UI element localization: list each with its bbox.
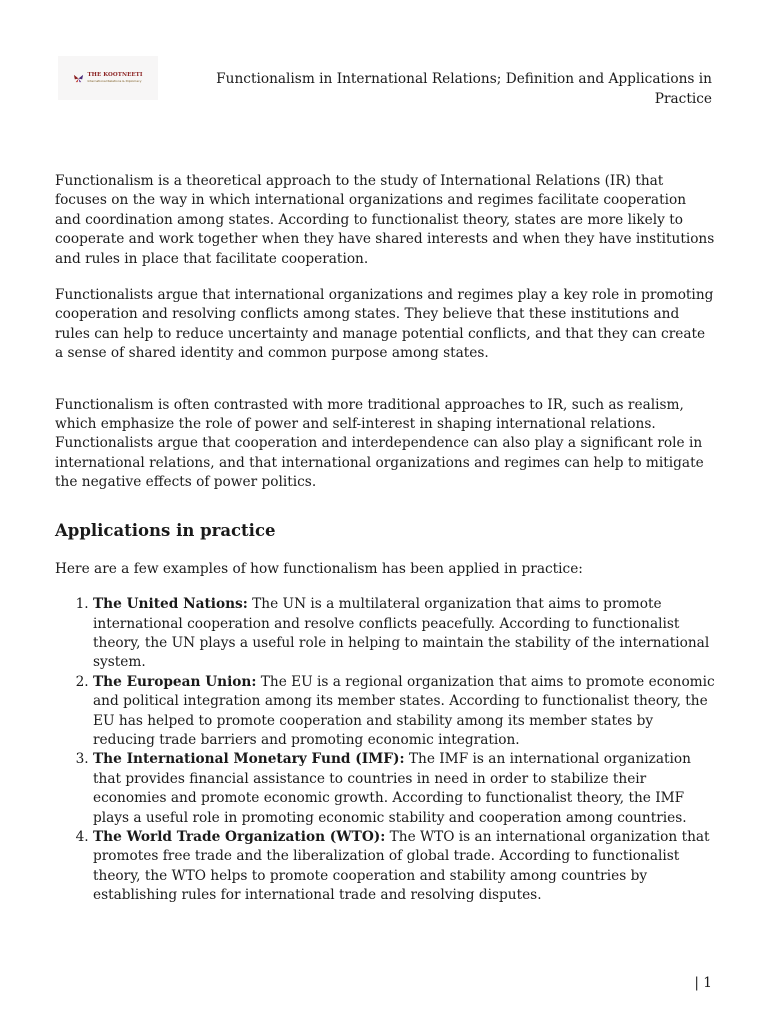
examples-list bbox=[55, 595, 715, 906]
list-item-text: The IMF is an international organization that provides financial assistance to countries in need in order to stabilize their economies and promote economic growth. According to functionalist theory, the IMF plays a useful role in promoting economic stability and cooperation among countries. bbox=[93, 751, 691, 826]
logo-tagline: International Relations & Diplomacy bbox=[87, 78, 142, 83]
list-item bbox=[93, 750, 715, 828]
publisher-logo bbox=[58, 56, 158, 100]
section-heading: Applications in practice bbox=[55, 520, 276, 540]
list-item-title: The United Nations: bbox=[93, 596, 248, 613]
butterfly-logo-icon bbox=[73, 73, 84, 84]
document-header-title: Functionalism in International Relations; Definition and Applications in Practice bbox=[216, 71, 712, 107]
list-item bbox=[93, 828, 715, 906]
list-item bbox=[93, 673, 715, 751]
list-intro: Here are a few examples of how functionalism has been applied in practice: bbox=[55, 560, 583, 577]
page-number: | 1 bbox=[694, 975, 712, 991]
list-item-text: The WTO is an international organization that promotes free trade and the liberalization of global trade. According to functionalist theory, the WTO helps to promote cooperation and stability among countries by establishing rules for international trade and resolving disputes. bbox=[93, 828, 710, 904]
list-item-text: The UN is a multilateral organization that aims to promote international cooperation and resolve conflicts peacefully. According to functionalist theory, the UN plays a useful role in helping to maintain the stability of the international system. bbox=[93, 596, 710, 671]
list-item-title: The International Monetary Fund (IMF): bbox=[93, 751, 405, 768]
paragraph: Functionalists argue that international organizations and regimes play a key role in promoting cooperation and resolving conflicts among states. They believe that these institutions and rules can help to reduce uncertainty and manage potential conflicts, and that they can create a sense of shared identity and common purpose among states. bbox=[55, 287, 714, 362]
document-body bbox=[55, 172, 715, 906]
paragraph: Functionalism is often contrasted with more traditional approaches to IR, such as realism, which emphasize the role of power and self-interest in shaping international relations. Functionalists argue that cooperation and interdependence can also play a significant role in international relations, and that international organizations and regimes can help to mitigate the negative effects of power politics. bbox=[55, 396, 704, 491]
list-item-title: The World Trade Organization (WTO): bbox=[93, 828, 386, 845]
list-item bbox=[93, 595, 715, 673]
list-item-title: The European Union: bbox=[93, 673, 257, 690]
paragraph: Functionalism is a theoretical approach to the study of International Relations (IR) that focuses on the way in which international organizations and regimes facilitate cooperation and coordination among states. According to functionalist theory, states are more likely to cooperate and work together when they have shared interests and when they have institutions and rules in place that facilitate cooperation. bbox=[55, 173, 715, 267]
logo-name: THE KOOTNEETI bbox=[87, 72, 143, 79]
list-item-text: The EU is a regional organization that aims to promote economic and political integration among its member states. According to functionalist theory, the EU has helped to promote cooperation and stability among its member states by reducing trade barriers and promoting economic integration. bbox=[93, 673, 715, 748]
